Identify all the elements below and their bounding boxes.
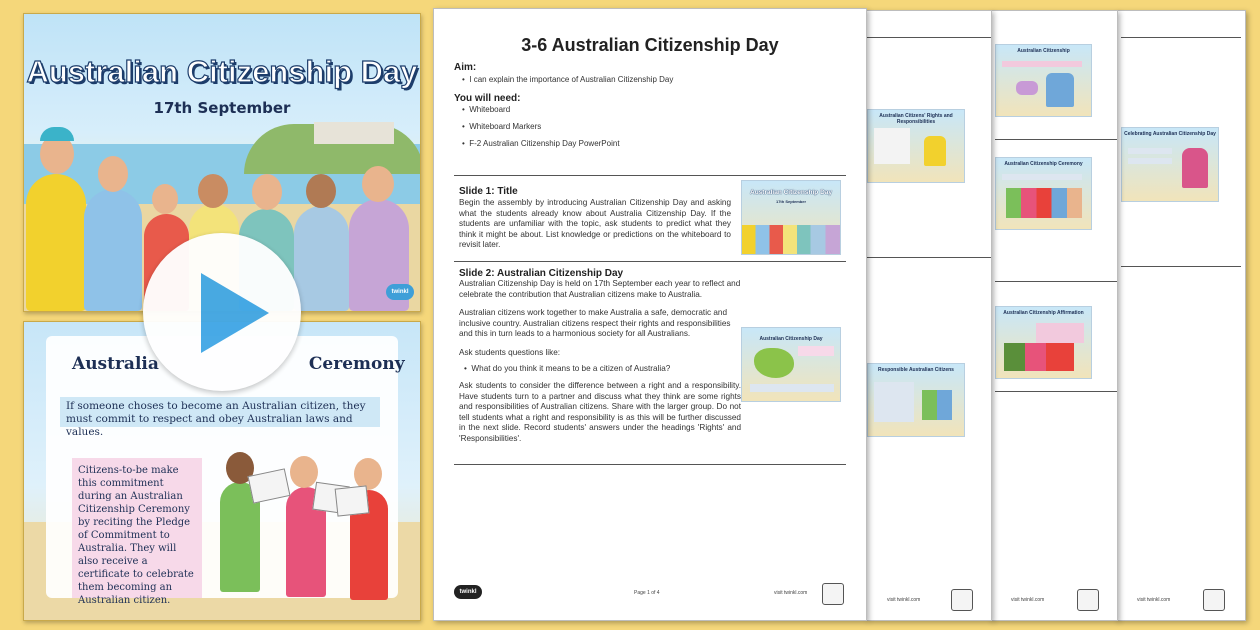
need-item-text: Whiteboard	[469, 105, 511, 114]
need-label: You will need:	[454, 93, 521, 104]
page-footer-url[interactable]: visit twinkl.com	[1137, 597, 1171, 603]
divider	[454, 464, 846, 465]
slide1-heading: Slide 1: Title	[459, 186, 518, 197]
need-item-text: Whiteboard Markers	[469, 122, 542, 131]
slide-thumbnail[interactable]	[995, 306, 1092, 379]
aim-item: • I can explain the importance of Australian Citizenship Day	[462, 75, 674, 84]
divider	[995, 391, 1117, 392]
document-title: 3-6 Australian Citizenship Day	[521, 35, 779, 55]
twinkl-logo: twinkl	[454, 585, 482, 599]
aim-item-text: I can explain the importance of Australian Citizenship Day	[469, 75, 674, 84]
slide-thumbnail[interactable]	[995, 157, 1092, 230]
slide2-paragraph-3: Ask students questions like:	[459, 348, 561, 357]
page-footer-url[interactable]: visit twinkl.com	[774, 590, 808, 596]
thumbnail-title: Celebrating Australian Citizenship Day	[1124, 131, 1216, 137]
need-item: • Whiteboard	[462, 105, 511, 114]
document-page-4	[1116, 10, 1246, 621]
play-icon	[201, 273, 269, 353]
thumbnail-title: Australian Citizens' Rights and Responsibilities	[879, 113, 953, 125]
slide2-question-text: What do you think it means to be a citizen of Australia?	[471, 364, 671, 373]
document-page-2	[866, 10, 992, 621]
need-item: • F-2 Australian Citizenship Day PowerPoint	[462, 139, 620, 148]
slide2-paragraph-2: Australian citizens work together to make Australia a safe, democratic and inclusive country. Australian citizens respect their rights and responsibilities and this in turn leads to a harmonious society for all Australians.	[459, 308, 731, 339]
australia-map-icon	[754, 348, 794, 378]
slide1-thumbnail[interactable]	[741, 180, 841, 255]
slide-thumbnail[interactable]	[1121, 127, 1219, 202]
quality-badge-icon	[1077, 589, 1099, 611]
divider	[867, 37, 991, 38]
slide2-heading: Slide 2: Australian Citizenship Day	[459, 268, 624, 279]
divider	[454, 175, 846, 176]
slide2-title-left: Australia	[72, 354, 159, 374]
slide1-description: Begin the assembly by introducing Australian Citizenship Day and asking what the students already know about Australia Citizenship Day. If the students are unfamiliar with the topic, ask students to predict what they think it might be about. List knowledge or predictions on the whiteboard to revisit later.	[459, 198, 731, 250]
slide2-paragraph-1: Australian Citizenship Day is held on 17th September each year to reflect and celebrate the contribution that Australian citizens make to Australia.	[459, 279, 741, 299]
need-item: • Whiteboard Markers	[462, 122, 542, 131]
divider	[454, 261, 846, 262]
quality-badge-icon	[1203, 589, 1225, 611]
page-footer-url[interactable]: visit twinkl.com	[1011, 597, 1045, 603]
divider	[995, 139, 1117, 140]
page-footer-url[interactable]: visit twinkl.com	[887, 597, 921, 603]
slide2-paragraph-4: Ask students to consider the difference between a right and a responsibility. Have students turn to a partner and discuss what they think are some rights and responsibilities of Australian citizens. Share with the larger group. Do not tell students what a right and responsibility is as this will be further discussed in the next slide. Record students' answers under the headings 'Rights' and 'Responsibilities'.	[459, 381, 741, 443]
divider	[1121, 37, 1241, 38]
slide2-band-text: If someone choses to become an Australian citizen, they must commit to respect and obey Australian laws and values.	[60, 397, 380, 427]
slide2-pink-text: Citizens-to-be make this commitment during an Australian Citizenship Ceremony by reciting the Pledge of Commitment to Australia. They will also receive a certificate to celebrate them becoming an Australian citizen.	[72, 458, 202, 598]
slide1-subtitle: 17th September	[153, 99, 291, 117]
thumbnail-title: Australian Citizenship	[1017, 48, 1070, 54]
divider	[1121, 266, 1241, 267]
slide-thumbnail[interactable]	[867, 363, 965, 437]
slide-thumbnail[interactable]	[867, 109, 965, 183]
twinkl-logo: twinkl	[386, 284, 414, 300]
slide2-title-right: Ceremony	[308, 354, 405, 374]
divider	[995, 281, 1117, 282]
play-video-button[interactable]	[143, 233, 301, 391]
thumbnail-subtitle: 17th September	[775, 199, 806, 204]
thumbnail-title: Australian Citizenship Ceremony	[1004, 161, 1083, 167]
thumbnail-title: Australian Citizenship Day	[759, 336, 823, 342]
thumbnail-title: Australian Citizenship Day	[750, 189, 832, 196]
thumbnail-title: Responsible Australian Citizens	[878, 367, 954, 373]
slide-thumbnail[interactable]	[995, 44, 1092, 117]
slide2-question: • What do you think it means to be a citizen of Australia?	[464, 364, 671, 373]
slide1-title: Australian Citizenship Day	[26, 54, 418, 89]
aim-label: Aim:	[454, 62, 477, 73]
quality-badge-icon	[822, 583, 844, 605]
slide2-thumbnail[interactable]	[741, 327, 841, 402]
quality-badge-icon	[951, 589, 973, 611]
building-background	[314, 122, 394, 144]
page-number: Page 1 of 4	[634, 590, 660, 596]
need-item-text: F-2 Australian Citizenship Day PowerPoint	[469, 139, 620, 148]
thumbnail-title: Australian Citizenship Affirmation	[1003, 310, 1084, 316]
divider	[867, 257, 991, 258]
document-page-1	[433, 8, 867, 621]
document-page-3	[990, 10, 1118, 621]
